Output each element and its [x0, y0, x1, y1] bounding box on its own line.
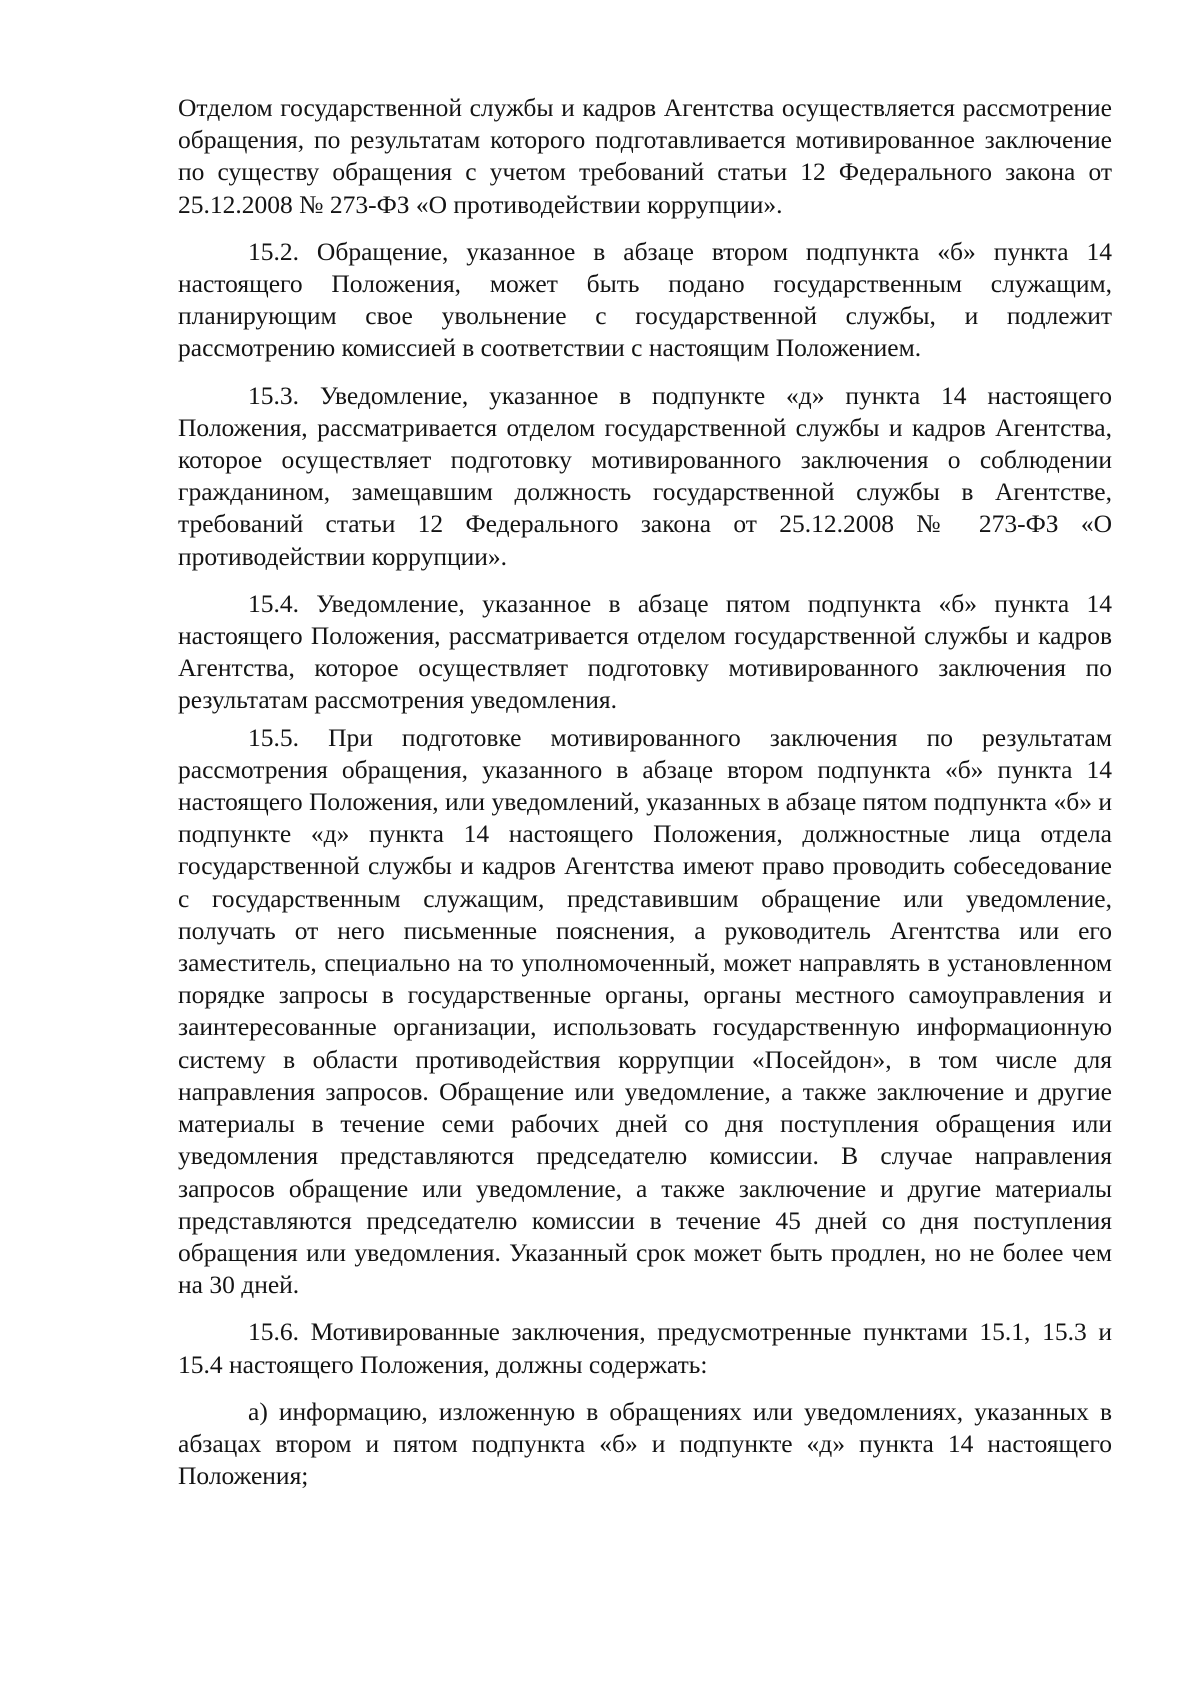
document-page — [178, 92, 1112, 1507]
paragraph-15-4: 15.4. Уведомление, указанное в абзаце пятом подпункта «б» пункта 14 настоящего Положения, рассматривается отделом государственной службы и кадров Агентства, которое осуществляет подготовку мотивированного заключения по результатам рассмотрения уведомления. — [178, 588, 1112, 715]
paragraph-15-3: 15.3. Уведомление, указанное в подпункте «д» пункта 14 настоящего Положения, рассматривается отделом государственной службы и кадров Агентства, которое осуществляет подготовку мотивированного заключения о соблюдении гражданином, замещавшим должность государственной службы в Агентстве, требований статьи 12 Федерального закона от 25.12.2008 № 273-ФЗ «О противодействии коррупции». — [178, 380, 1112, 571]
paragraph-15-6: 15.6. Мотивированные заключения, предусмотренные пунктами 15.1, 15.3 и 15.4 настоящего Положения, должны содержать: — [178, 1317, 1112, 1379]
paragraph-intro-continuation: Отделом государственной службы и кадров Агентства осуществляется рассмотрение обращения, по результатам которого подготавливается мотивированное заключение по существу обращения с учетом требований статьи 12 Федерального закона от 25.12.2008 № 273-ФЗ «О противодействии коррупции». — [178, 93, 1112, 219]
paragraph-15-5: 15.5. При подготовке мотивированного заключения по результатам рассмотрения обращения, указанного в абзаце втором подпункта «б» пункта 14 настоящего Положения, или уведомлений, указанных в абзаце пятом подпункта «б» и подпункте «д» пункта 14 настоящего Положения, должностные лица отдела государственной службы и кадров Агентства имеют право проводить собеседование с государственным служащим, представившим обращение или уведомление, получать от него письменные пояснения, а руководитель Агентства или его заместитель, специально на то уполномоченный, может направлять в установленном порядке запросы в государственные органы, органы местного самоуправления и заинтересованные организации, использовать государственную информационную систему в области противодействия коррупции «Посейдон», в том числе для направления запросов. Обращение или уведомление, а также заключение и другие материалы в течение семи рабочих дней со дня поступления обращения или уведомления представляются председателю комиссии. В случае направления запросов обращение или уведомление, а также заключение и другие материалы представляются председателю комиссии в течение 45 дней со дня поступления обращения или уведомления. Указанный срок может быть продлен, но не более чем на 30 дней. — [178, 722, 1112, 1300]
paragraph-15-6-a: а) информацию, изложенную в обращениях или уведомлениях, указанных в абзацах втором и пятом подпункта «б» и подпункте «д» пункта 14 настоящего Положения; — [178, 1396, 1112, 1491]
paragraph-15-2: 15.2. Обращение, указанное в абзаце втором подпункта «б» пункта 14 настоящего Положения, может быть подано государственным служащим, планирующим свое увольнение с государственной службы, и подлежит рассмотрению комиссией в соответствии с настоящим Положением. — [178, 236, 1112, 363]
